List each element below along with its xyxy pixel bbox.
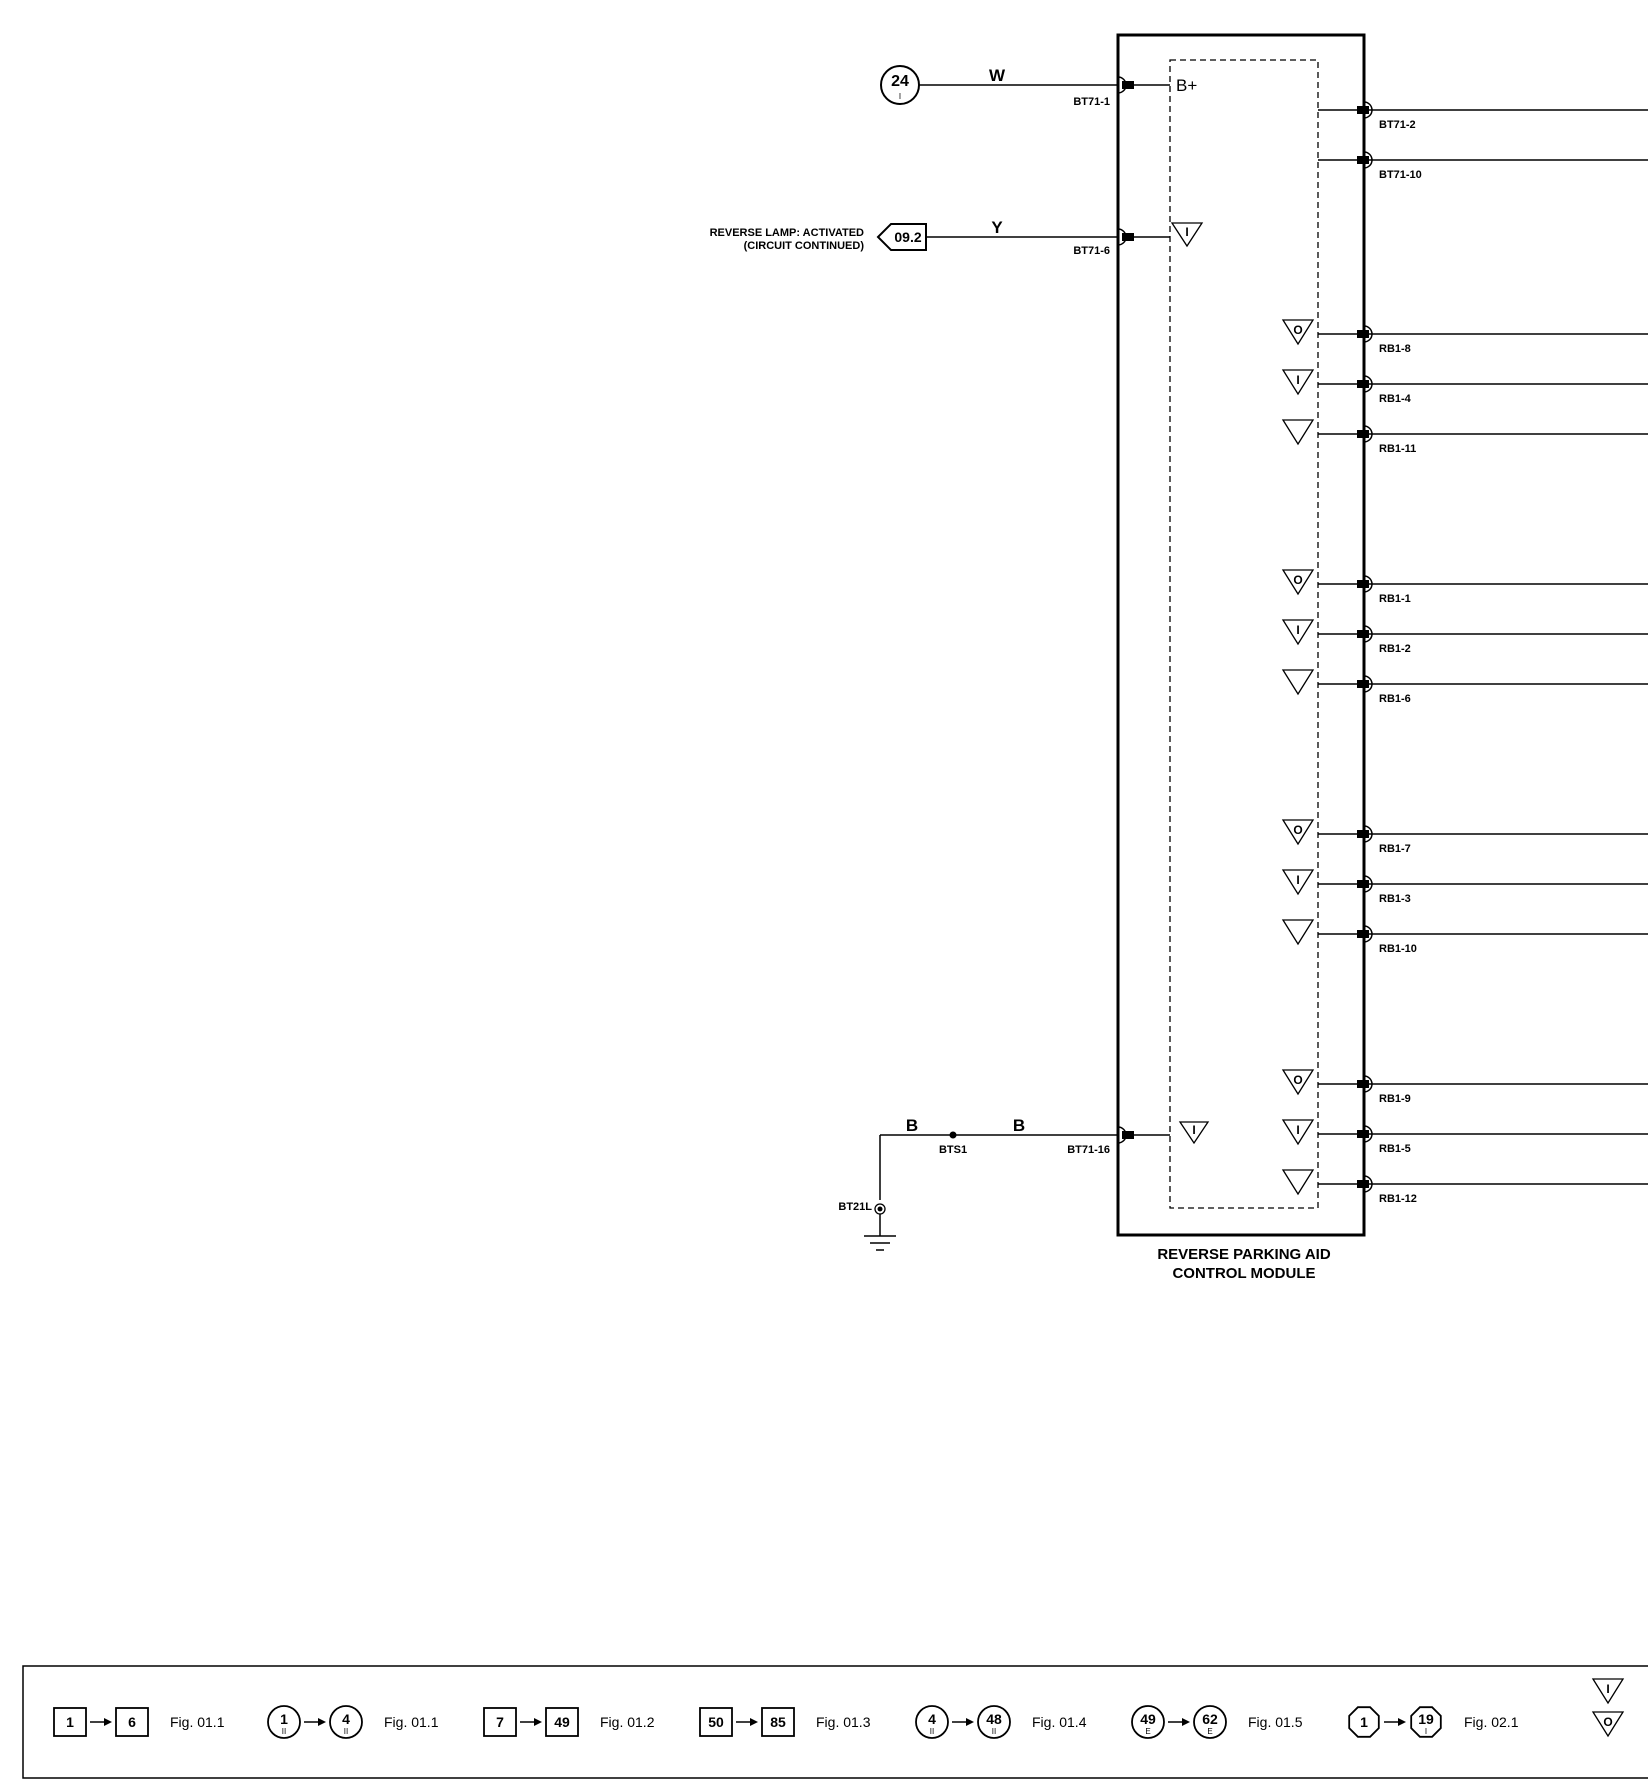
ground-splice-label: BTS1 <box>938 1144 968 1156</box>
right-pin-label: RB1-3 <box>1379 893 1411 905</box>
right-pin-terminal <box>1357 580 1369 588</box>
right-pin-rb1-11 <box>1283 420 1648 455</box>
right-pin-bt71-10 <box>1318 152 1648 181</box>
right-pin-terminal <box>1357 830 1369 838</box>
legend-ref-number: 48 <box>986 1711 1002 1727</box>
right-pin-bt71-2 <box>1318 102 1648 131</box>
right-pin-terminal <box>1357 1130 1369 1138</box>
legend-ref-number: 7 <box>496 1714 504 1730</box>
legend-edge-symbols <box>1593 1679 1623 1736</box>
legend-group <box>1349 1707 1518 1737</box>
legend-arrow-head <box>966 1718 974 1726</box>
legend-arrow-head <box>104 1718 112 1726</box>
control-module-outline <box>1118 35 1364 1235</box>
legend-group <box>1132 1706 1303 1738</box>
power-ref-sub: I <box>898 92 902 101</box>
legend-ref-sub: II <box>991 1727 997 1736</box>
right-pin-label: RB1-1 <box>1379 593 1411 605</box>
right-pin-symbol <box>1283 670 1313 694</box>
ground-terminal <box>1122 1131 1134 1139</box>
right-pin-label: RB1-12 <box>1379 1193 1417 1205</box>
legend-ref-number: 49 <box>554 1714 570 1730</box>
legend-ref-number: 19 <box>1418 1711 1434 1727</box>
legend-group <box>268 1706 439 1738</box>
legend-ref-number: 62 <box>1202 1711 1218 1727</box>
right-pin-symbol-text: I <box>1296 873 1300 887</box>
right-pin-terminal <box>1357 1080 1369 1088</box>
legend-arrow-head <box>534 1718 542 1726</box>
ground-wire-color-2: B <box>1012 1116 1026 1135</box>
legend-group <box>916 1706 1087 1738</box>
module-title-line2: CONTROL MODULE <box>1172 1265 1316 1282</box>
right-pin-label: RB1-11 <box>1379 443 1417 455</box>
right-pin-symbol-text: O <box>1293 823 1303 837</box>
reverse-lamp-text-line1: REVERSE LAMP: ACTIVATED <box>709 227 864 239</box>
legend-arrow-head <box>750 1718 758 1726</box>
legend-ref-number: 1 <box>280 1711 288 1727</box>
right-pin-rb1-1 <box>1283 570 1648 605</box>
legend-group <box>54 1708 225 1736</box>
legend-ref-number: 49 <box>1140 1711 1156 1727</box>
right-pin-label: RB1-4 <box>1379 393 1411 405</box>
right-pin-symbol-text: I <box>1296 1123 1300 1137</box>
power-terminal <box>1122 81 1134 89</box>
right-pin-terminal <box>1357 630 1369 638</box>
right-pin-label: RB1-2 <box>1379 643 1411 655</box>
reverse-lamp-pin-label: BT71-6 <box>1073 245 1110 257</box>
legend-ref-number: 4 <box>342 1711 350 1727</box>
right-pin-symbol-text: O <box>1293 323 1303 337</box>
right-pin-rb1-5 <box>1283 1120 1648 1155</box>
legend-fig-ref: Fig. 02.1 <box>1464 1714 1519 1730</box>
right-pin-symbol-text: O <box>1293 1073 1303 1087</box>
legend-arrow-head <box>318 1718 326 1726</box>
right-pin-terminal <box>1357 156 1369 164</box>
right-pin-terminal <box>1357 680 1369 688</box>
reverse-lamp-input-symbol-text: I <box>1185 225 1189 239</box>
legend-ref-sub: E <box>1145 1727 1151 1736</box>
legend-group <box>484 1708 655 1736</box>
right-pin-label: RB1-10 <box>1379 943 1417 955</box>
right-pin-terminal <box>1357 106 1369 114</box>
legend-arrow-head <box>1182 1718 1190 1726</box>
reverse-lamp-circuit <box>710 218 1202 257</box>
legend-fig-ref: Fig. 01.1 <box>384 1714 439 1730</box>
reverse-lamp-text-line2: (CIRCUIT CONTINUED) <box>743 240 864 252</box>
reverse-lamp-terminal <box>1122 233 1134 241</box>
legend-fig-ref: Fig. 01.2 <box>600 1714 655 1730</box>
legend-ref-sub: E <box>1207 1727 1213 1736</box>
legend-ref-number: 1 <box>1360 1714 1368 1730</box>
right-pins <box>1283 102 1648 1205</box>
legend-fig-ref: Fig. 01.5 <box>1248 1714 1303 1730</box>
right-pin-label: BT71-10 <box>1379 169 1422 181</box>
right-pin-label: RB1-9 <box>1379 1093 1411 1105</box>
ground-input-symbol-text: I <box>1192 1123 1196 1137</box>
module-title-line1: REVERSE PARKING AID <box>1157 1246 1331 1263</box>
legend-fig-ref: Fig. 01.3 <box>816 1714 871 1730</box>
ground-splice-dot <box>950 1132 957 1139</box>
right-pin-rb1-12 <box>1283 1170 1648 1205</box>
right-pin-terminal <box>1357 430 1369 438</box>
legend-fig-ref: Fig. 01.1 <box>170 1714 225 1730</box>
legend-fig-ref: Fig. 01.4 <box>1032 1714 1087 1730</box>
right-pin-rb1-7 <box>1283 820 1648 855</box>
right-pin-rb1-6 <box>1283 670 1648 705</box>
legend-groups <box>54 1706 1519 1738</box>
right-pin-terminal <box>1357 930 1369 938</box>
legend-ref-number: 1 <box>66 1714 74 1730</box>
right-pin-rb1-2 <box>1283 620 1648 655</box>
right-pin-rb1-3 <box>1283 870 1648 905</box>
ground-pin-label: BT71-16 <box>1067 1144 1110 1156</box>
power-wire-color: W <box>988 66 1006 85</box>
ground-circuit <box>838 1116 1208 1250</box>
right-pin-terminal <box>1357 330 1369 338</box>
legend-ref-number: 6 <box>128 1714 136 1730</box>
right-pin-label: RB1-7 <box>1379 843 1411 855</box>
ground-wire-color-1: B <box>905 1116 919 1135</box>
power-label: B+ <box>1176 76 1198 95</box>
right-pin-symbol-text: I <box>1296 373 1300 387</box>
right-pin-terminal <box>1357 880 1369 888</box>
right-pin-label: RB1-5 <box>1379 1143 1411 1155</box>
right-pin-rb1-9 <box>1283 1070 1648 1105</box>
legend-ref-sub: I <box>1424 1727 1428 1736</box>
right-pin-symbol <box>1283 1170 1313 1194</box>
power-circuit <box>881 66 1197 108</box>
right-pin-symbol-text: O <box>1293 573 1303 587</box>
legend-ref-sub: II <box>343 1727 349 1736</box>
reverse-lamp-wire-color: Y <box>991 218 1003 237</box>
legend-ref-number: 85 <box>770 1714 786 1730</box>
right-pin-label: BT71-2 <box>1379 119 1416 131</box>
right-pin-rb1-4 <box>1283 370 1648 405</box>
ground-eyelet-inner <box>878 1207 883 1212</box>
power-pin-label: BT71-1 <box>1073 96 1110 108</box>
legend-arrow-head <box>1398 1718 1406 1726</box>
legend-group <box>700 1708 871 1736</box>
legend-ref-sub: II <box>281 1727 287 1736</box>
right-pin-terminal <box>1357 1180 1369 1188</box>
legend-edge-symbol-input-text: I <box>1606 1682 1610 1696</box>
right-pin-rb1-8 <box>1283 320 1648 355</box>
power-ref-number: 24 <box>891 73 909 90</box>
ground-point-label: BT21L <box>838 1201 872 1213</box>
legend-ref-number: 50 <box>708 1714 724 1730</box>
legend-edge-symbol-output-text: O <box>1603 1715 1613 1729</box>
right-pin-label: RB1-6 <box>1379 693 1411 705</box>
reverse-lamp-ref: 09.2 <box>894 229 922 245</box>
right-pin-symbol <box>1283 920 1313 944</box>
right-pin-rb1-10 <box>1283 920 1648 955</box>
right-pin-symbol <box>1283 420 1313 444</box>
right-pin-terminal <box>1357 380 1369 388</box>
right-pin-label: RB1-8 <box>1379 343 1411 355</box>
legend-ref-number: 4 <box>928 1711 936 1727</box>
legend-ref-sub: II <box>929 1727 935 1736</box>
right-pin-symbol-text: I <box>1296 623 1300 637</box>
